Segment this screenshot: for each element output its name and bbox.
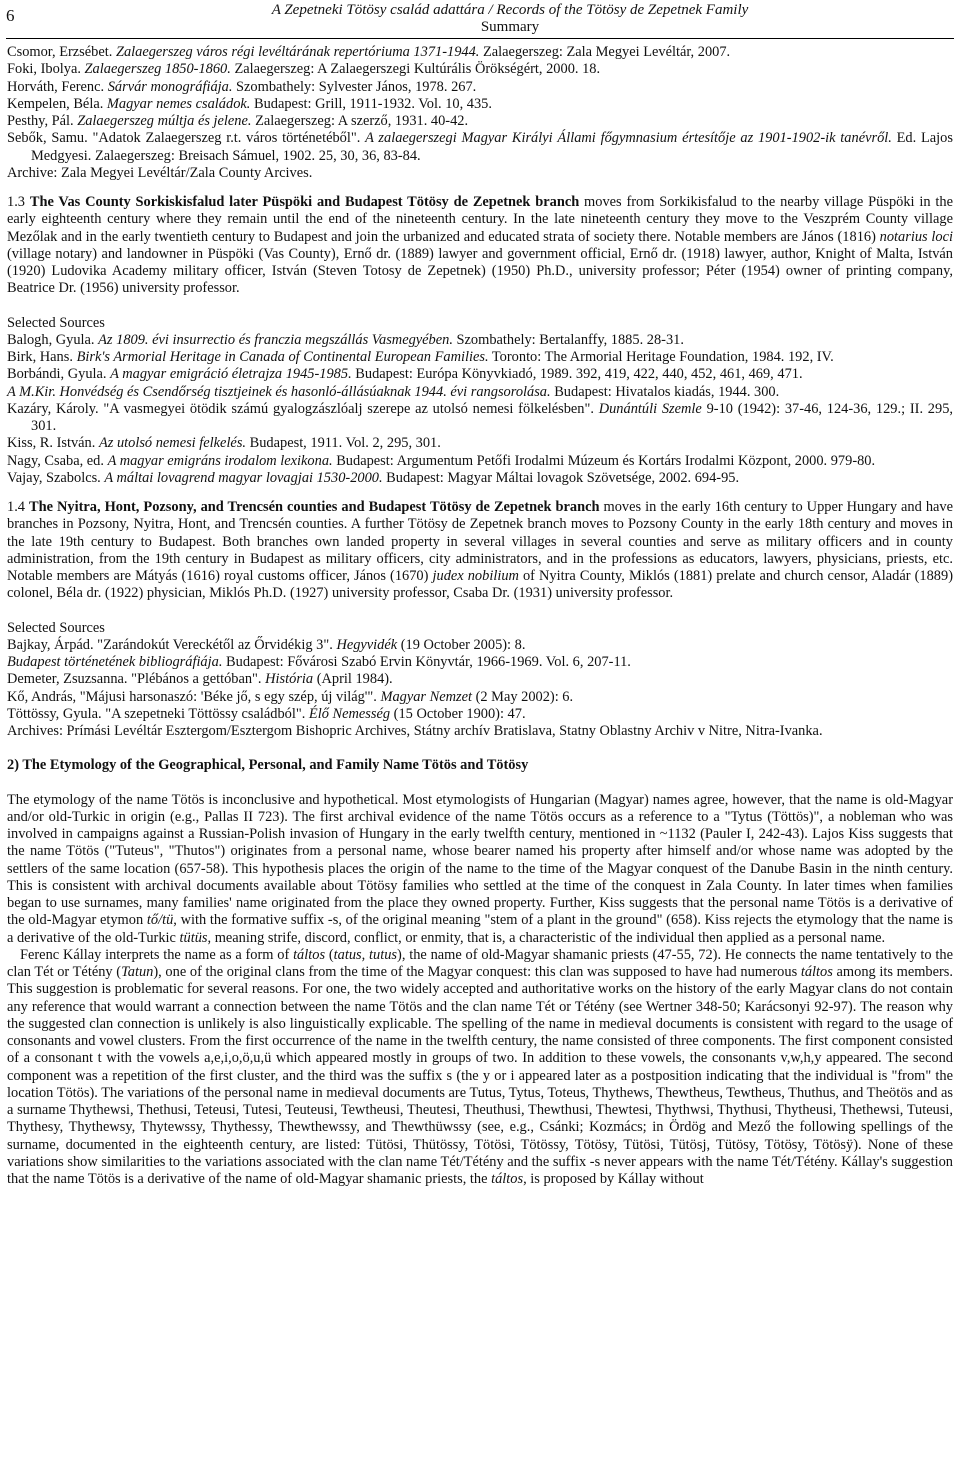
archive-entry: Archives: Prímási Levéltár Esztergom/Esztergom Bishopric Archives, Státny archív Bratislava, Statny Oblastny Archiv v Nitre, Nitra-Ivanka.	[7, 723, 823, 739]
bibliography-entry: Demeter, Zsuzsanna. "Plébános a gettóban". História (April 1984).	[7, 671, 393, 688]
bibliography-entry: A M.Kir. Honvédség és Csendőrség tisztjeinek és hasonló-állásúaknak 1944. évi rangsorolása. Budapest: Hivatalos kiadás, 1944. 300.	[7, 383, 780, 400]
sources-list-1-3	[7, 332, 953, 487]
bibliography-entry: Foki, Ibolya. Zalaegerszeg 1850-1860. Zalaegerszeg: A Zalaegerszegi Kultúrális Örökségért, 2000. 18.	[7, 61, 601, 78]
section-1-3-paragraph: 1.3 The Vas County Sorkiskisfalud later Püspöki and Budapest Tötösy de Zepetnek branch moves from Sorkikisfalud to the nearby village Püspöki in the early eighteenth century where they remain until the end of the nineteenth century. In the late nineteenth century they move to the Veszprém County village Mezőlak and in the early twentieth century to Budapest and join the urbanized and educated strata of society there. Notable members are János (1816) notarius loci (village notary) and landowner in Püspöki (Vas County), Ernő dr. (1889) lawyer and government official, Ernő dr. (1918) lawyer, author, Knight of Malta, István (1920) Ludovika Academy military officer, István (Steven Totosy de Zepetnek) (1950) Ph.D., university professor; Péter (1954) owner of printing company, Beatrice Dr. (1956) university professor.	[7, 194, 953, 297]
bibliography-entry: Sebők, Samu. "Adatok Zalaegerszeg r.t. város történetéből". A zalaegerszegi Magyar Királyi Állami főgymnasium értesítője az 1901-1902-ik tanévről. Ed. Lajos Medgyesi. Zalaegerszeg: Breisach Sámuel, 1902. 25, 30, 36, 83-84.	[7, 130, 953, 164]
sources-list-1-4	[7, 637, 953, 741]
archive-entry: Archive: Zala Megyei Levéltár/Zala County Arcives.	[7, 164, 313, 181]
section-2-title: 2) The Etymology of the Geographical, Personal, and Family Name Tötös and Tötösy	[7, 757, 529, 774]
bibliography-entry: Nagy, Csaba, ed. A magyar emigráns irodalom lexikona. Budapest: Argumentum Petőfi Irodalmi Múzeum és Kortárs Irodalmi Központ, 2000. 979-80.	[7, 452, 876, 469]
section-heading: The Vas County Sorkiskisfalud later Püspöki and Budapest Tötösy de Zepetnek branch	[29, 194, 580, 210]
bibliography-entry: Csomor, Erzsébet. Zalaegerszeg város régi levéltárának repertóriuma 1371-1944. Zalaegerszeg: Zala Megyei Levéltár, 2007.	[7, 44, 731, 60]
running-header-title: A Zepetneki Tötösy család adattára / Records of the Tötösy de Zepetnek Family	[271, 2, 749, 18]
page-number: 6	[6, 6, 15, 25]
bibliography-entry: Horváth, Ferenc. Sárvár monográfiája. Szombathely: Sylvester János, 1978. 267.	[7, 78, 477, 95]
bibliography-entry: Balogh, Gyula. Az 1809. évi insurrectio és franczia megszállás Vasmegyében. Szombathely: Bertalanffy, 1885. 28-31.	[7, 331, 684, 348]
bibliography-entry: Kempelen, Béla. Magyar nemes családok. Budapest: Grill, 1911-1932. Vol. 10, 435.	[7, 95, 492, 112]
etymology-paragraph-1: The etymology of the name Tötös is inconclusive and hypothetical. Most etymologists of Hungarian (Magyar) names agree, however, that the name is old-Magyar and/or old-Turkic in origin (e.g., Pallas II 723). The first archival evidence of the name Tötös occurs as a reference to a "Tytus (Töttös)", a nobleman who was involved in campaigns against a Russian-Polish invasion of Hungary in the early twelfth century, mentioned in ~1132 (Pauler I, 242-43). Lajos Kiss suggests that the name Tötös ("Tuteus", "Thutos") originates from a personal name, whose bearer named his property after himself and/or whose name was adopted by the settlers of the same location (657-58). This hypothesis places the origin of the name to the time of the Magyar conquest of the Danube Basin in the ninth century. This is consistent with archival documents available about Tötösy families who settled at the time of the conquest in Zala County. In later times when families began to use surnames, many families' name originated from the place they owned property. Further, Kiss suggests that the personal name Tötös is a derivative of the old-Magyar etymon tő/tü, with the formative suffix -s, of the original meaning "stem of a plant in the ground" (658). Kiss rejects the etymology that the name is a derivative of the old-Turkic tütüs, meaning strife, discord, conflict, or enmity, that is, a characteristic of the individual then applied as a personal name.	[7, 791, 953, 946]
bibliography-entry: Birk, Hans. Birk's Armorial Heritage in Canada of Continental European Families. Toronto: The Armorial Heritage Foundation, 1984. 192, IV.	[7, 349, 834, 365]
running-header-subtitle: Summary	[480, 19, 540, 35]
bibliography-entry: Kő, András, "Májusi harsonaszó: 'Béke jő, s egy szép, új világ'". Magyar Nemzet (2 May 2002): 6.	[7, 688, 574, 705]
bibliography-entry: Vajay, Szabolcs. A máltai lovagrend magyar lovagjai 1530-2000. Budapest: Magyar Máltai lovagok Szövetsége, 2002. 694-95.	[7, 469, 740, 486]
bibliography-entry: Bajkay, Árpád. "Zarándokút Vereckétől az Őrvidékig 3". Hegyvidék (19 October 2005): 8.	[7, 636, 526, 653]
section-heading: The Nyitra, Hont, Pozsony, and Trencsén counties and Budapest Tötösy de Zepetnek branch	[29, 499, 600, 515]
header-rule	[6, 38, 954, 39]
bibliography-entry: Kiss, R. István. Az utolsó nemesi felkelés. Budapest, 1911. Vol. 2, 295, 301.	[7, 435, 441, 452]
section-number: 1.3	[7, 194, 25, 210]
bibliography-entry: Pesthy, Pál. Zalaegerszeg múltja és jelene. Zalaegerszeg: A szerző, 1931. 40-42.	[7, 113, 469, 129]
bibliography-entry: Kazáry, Károly. "A vasmegyei ötödik számú gyalogzászlóalj szerepe az utolsó nemesi fölkelésben". Dunántúli Szemle 9-10 (1942): 37-46, 124-36, 129.; II. 295, 301.	[7, 400, 953, 434]
running-header	[0, 2, 960, 36]
bibliography-entry: Borbándi, Gyula. A magyar emigráció életrajza 1945-1985. Budapest: Európa Könyvkiadó, 1989. 392, 419, 422, 440, 452, 461, 469, 471.	[7, 366, 803, 383]
selected-sources-label: Selected Sources	[7, 619, 105, 636]
bibliography-zala	[7, 44, 953, 182]
etymology-paragraph-2: Ferenc Kállay interprets the name as a form of táltos (tatus, tutus), the name of old-Magyar shamanic priests (47-55, 72). He connects the name tentatively to the clan Tét or Tétény (Tatun), one of the original clans from the time of the Magyar conquest: this clan was supposed to have had numerous táltos among its members. This suggestion is problematic for several reasons. For one, the two widely accepted and authoritative works on the history of the early Magyar clans do not contain any reference that would warrant a connection between the name Tötös and the clan name Tét or Tétény (see Wertner 348-50; Karácsonyi 92-97). The reason why the suggested clan connection is unlikely is also linguistically explicable. The spelling of the name in medieval documents is consistent with regard to the usage of consonants and vowel clusters. From the first occurrence of the name in the twelfth century, the name consisted of three components. The first component consisted of a consonant t with the vowels a,e,i,o,ö,u,ü which appeared mostly in groups of two. In addition to these vowels, the consonants v,w,h,y appeared. The second component was a repetition of the first cluster, and the third was the suffix s (the y or i appeared later as a postposition indicating that the individual is "from" the location Tötös). The variations of the personal name in medieval documents are Tutus, Tytus, Toteus, Thythews, Thewtheus, Tewtheus, Thuthus, and Theötös and as a surname Thythewsi, Thethusi, Teteusi, Tutesi, Teuteusi, Tewtheusi, Theutesi, Theuthusi, Thewthusi, Thewtesi, Thythwsi, Thythusi, Thytheusi, Thethewsi, Tuteusi, Thythesy, Thythewsy, Thytewssy, Thythessy, Thewthewssy, and Thewthüwssy (see, e.g., Csánki; Kozmács; in Ördög and Mező the following spellings of the surname, documented in the eighteenth century, are listed: Tütösi, Thütössy, Tötösi, Tötössy, Tötösy, Tütösi, Tütösj, Tütösy, Tötösy, Tötösÿ). None of these variations show similarities to the variations associated with the clan name Tét/Tétény and the suffix -s never appears with the name Tét/Tétény. Kállay's suggestion that the name Tötös is a derivative of the name of old-Magyar shamanic priests, the táltos, is proposed by Kállay without	[7, 946, 954, 1187]
page-content	[7, 44, 953, 1188]
bibliography-entry: Töttössy, Gyula. "A szepetneki Töttössy családból". Élő Nemesség (15 October 1900): 47.	[7, 705, 526, 722]
bibliography-entry: Budapest történetének bibliográfiája. Budapest: Fővárosi Szabó Ervin Könyvtár, 1966-1969. Vol. 6, 207-11.	[7, 654, 631, 670]
section-1-4-paragraph: 1.4 The Nyitra, Hont, Pozsony, and Trencsén counties and Budapest Tötösy de Zepetnek branch moves in the early 16th century to Upper Hungary and have branches in Pozsony, Nyitra, Hont, and Trencsén counties. A further Tötösy de Zepetnek branch moves to Pozsony County in the early 18th century and moves in the late 19th century to Budapest. Both branches own landed property in several villages in several counties and serve as military officers and in county administration, from the 19th century in Budapest as military officers, city administrators, and in the professions as educators, lawyers, physicians, priests, etc. Notable members are Mátyás (1616) royal customs officer, János (1670) judex nobilium of Nyitra County, Miklós (1881) prelate and church censor, Aladár (1889) colonel, Béla dr. (1922) physician, Miklós Ph.D. (1927) university professor, Csaba Dr. (1931) university professor.	[7, 499, 953, 602]
selected-sources-label: Selected Sources	[7, 314, 105, 331]
section-number: 1.4	[7, 499, 25, 515]
